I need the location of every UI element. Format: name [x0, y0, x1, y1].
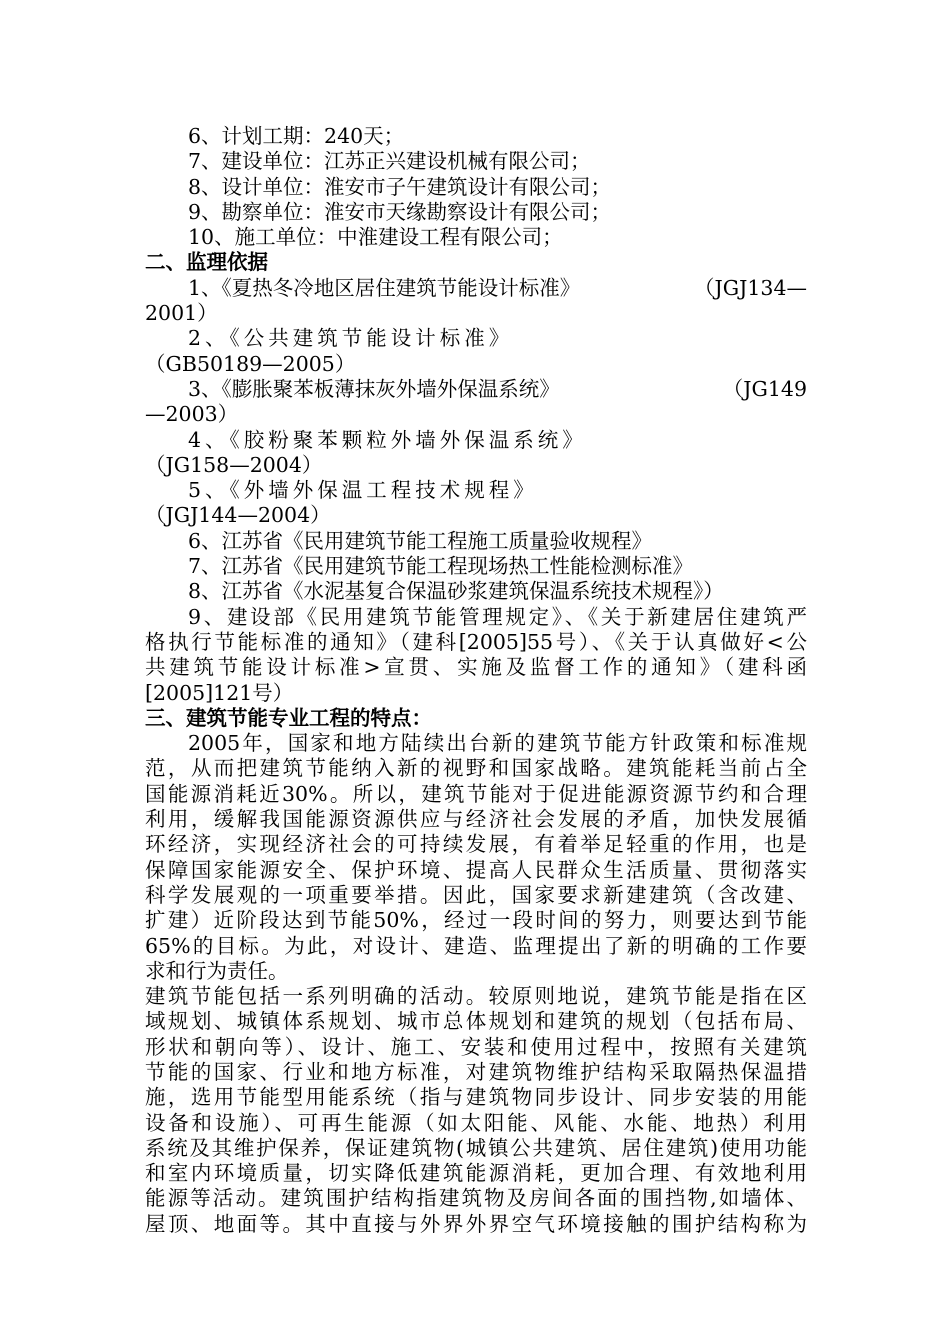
paragraph-2-line: 屋顶、地面等。其中直接与外界外界空气环境接触的围护结构称为 [145, 1211, 807, 1236]
project-item-surveyor: 9、勘察单位：淮安市天缘勘察设计有限公司； [188, 199, 612, 224]
project-item-contractor: 10、施工单位：中淮建设工程有限公司； [188, 225, 563, 250]
paragraph-2-line: 域规划、城镇体系规划、城市总体规划和建筑的规划（包括布局、 [145, 1009, 807, 1034]
paragraph-2-line: 系统及其维护保养，保证建筑物(城镇公共建筑、居住建筑)使用功能 [145, 1135, 807, 1160]
basis-item-1-code: （JGJ134— [694, 275, 807, 300]
paragraph-1-line: 范，从而把建筑节能纳入新的视野和国家战略。建筑能耗当前占全 [145, 756, 807, 781]
document-page [145, 124, 807, 1237]
paragraph-2-line: 形状和朝向等）、设计、施工、安装和使用过程中，按照有关建筑 [145, 1034, 807, 1059]
basis-item-4-cont: （JG158—2004） [145, 452, 323, 477]
paragraph-2-line: 施，选用节能型用能系统（指与建筑物同步设计、同步安装的用能 [145, 1085, 807, 1110]
paragraph-2-line: 建筑节能包括一系列明确的活动。较原则地说，建筑节能是指在区 [145, 984, 807, 1009]
paragraph-1-line: 扩建）近阶段达到节能50%，经过一段时间的努力，则要达到节能 [145, 908, 807, 933]
section-heading-characteristics: 三、建筑节能专业工程的特点： [145, 705, 432, 730]
basis-item-2-title: 2、《公共建筑节能设计标准》 [188, 326, 514, 351]
basis-item-2-cont: （GB50189—2005） [145, 351, 356, 376]
basis-item-3 [145, 377, 807, 402]
basis-item-8: 8、江苏省《水泥基复合保温砂浆建筑保温系统技术规程》） [188, 579, 724, 604]
basis-item-5-title: 5、《外墙外保温工程技术规程》 [188, 478, 538, 503]
paragraph-1-line: 65%的目标。为此，对设计、建造、监理提出了新的明确的工作要 [145, 933, 807, 958]
basis-item-9-line: 9、建设部《民用建筑节能管理规定》、《关于新建居住建筑严 [188, 604, 807, 629]
basis-item-5-cont: （JGJ144—2004） [145, 503, 331, 528]
basis-item-1-cont: 2001） [145, 301, 218, 326]
paragraph-1-line: 科学发展观的一项重要举措。因此，国家要求新建建筑（含改建、 [145, 882, 807, 907]
basis-item-9-line: 共建筑节能设计标准>宣贯、实施及监督工作的通知》（建科函 [145, 655, 807, 680]
basis-item-3-cont: —2003） [145, 402, 239, 427]
section-heading-supervision-basis: 二、监理依据 [145, 250, 268, 275]
paragraph-2-line: 设备和设施）、可再生能源（如太阳能、风能、水能、地热）利用 [145, 1110, 807, 1135]
paragraph-1-line: 环经济，实现经济社会的可持续发展，有着举足轻重的作用，也是 [145, 832, 807, 857]
project-item-schedule: 6、计划工期：240天； [188, 124, 405, 148]
paragraph-1-line: 2005年，国家和地方陆续出台新的建筑节能方针政策和标准规 [188, 731, 807, 756]
project-item-owner: 7、建设单位：江苏正兴建设机械有限公司； [188, 149, 591, 174]
paragraph-2-line: 能源等活动。建筑围护结构指建筑物及房间各面的围挡物,如墙体、 [145, 1186, 807, 1211]
paragraph-1-line: 国能源消耗近30%。所以，建筑节能对于促进能源资源节约和合理 [145, 781, 807, 806]
project-item-designer: 8、设计单位：淮安市子午建筑设计有限公司； [188, 174, 612, 199]
paragraph-1-line: 保障国家能源安全、保护环境、提高人民群众生活质量、贯彻落实 [145, 857, 807, 882]
basis-item-6: 6、江苏省《民用建筑节能工程施工质量验收规程》 [188, 528, 653, 553]
basis-item-9-line: 格执行节能标准的通知》（建科[2005]55号）、《关于认真做好<公 [145, 629, 807, 654]
basis-item-1-title: 1、《夏热冬冷地区居住建筑节能设计标准》 [188, 275, 581, 300]
basis-item-9-line: [2005]121号） [145, 680, 294, 705]
basis-item-3-code: （JG149 [722, 376, 807, 401]
paragraph-2-line: 和室内环境质量，切实降低建筑能源消耗，更加合理、有效地利用 [145, 1161, 807, 1186]
paragraph-2-line: 节能的国家、行业和地方标准，对建筑物维护结构采取隔热保温措 [145, 1059, 807, 1084]
basis-item-4-title: 4、《胶粉聚苯颗粒外墙外保温系统》 [188, 427, 587, 452]
paragraph-1-line: 利用，缓解我国能源资源供应与经济社会发展的矛盾，加快发展循 [145, 807, 807, 832]
paragraph-1-line: 求和行为责任。 [145, 958, 289, 983]
basis-item-1 [145, 276, 807, 301]
basis-item-3-title: 3、《膨胀聚苯板薄抹灰外墙外保温系统》 [188, 376, 560, 401]
basis-item-7: 7、江苏省《民用建筑节能工程现场热工性能检测标准》 [188, 554, 694, 579]
